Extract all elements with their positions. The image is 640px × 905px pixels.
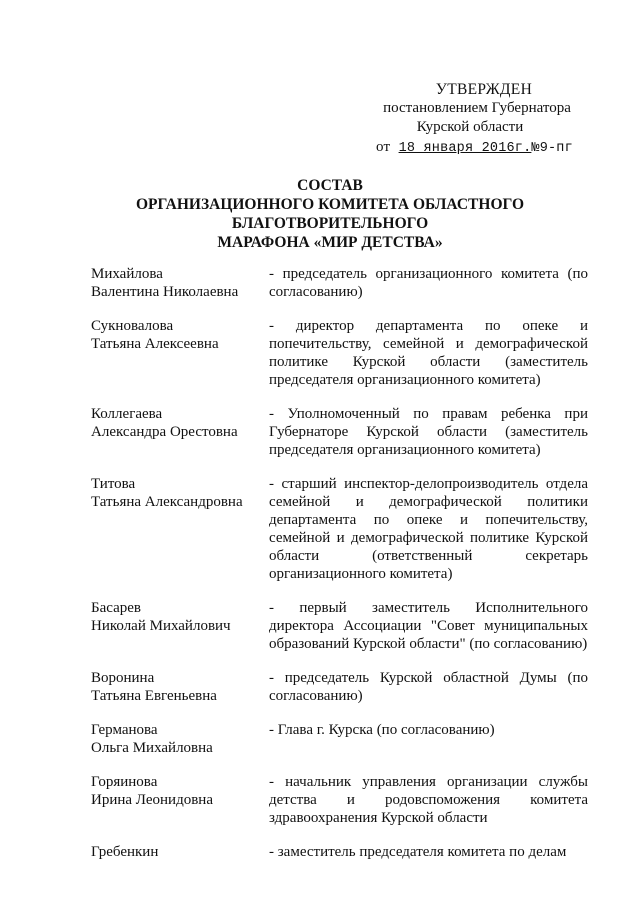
member-row [91,773,588,827]
member-role: - Уполномоченный по правам ребенка при Губернаторе Курской области (заместитель председателя организационного комитета) [269,406,588,458]
member-name [91,843,269,861]
member-given-names: Ирина Леонидовна [91,792,213,808]
member-given-names: Александра Орестовна [91,424,238,440]
title-line-2: ОРГАНИЗАЦИОННОГО КОМИТЕТА ОБЛАСТНОГО [135,196,525,213]
approved-by-text: постановлением Губернатора [383,100,571,116]
member-surname: Сукновалова [91,318,174,334]
member-row [91,843,588,861]
approval-number: №9-пг [531,141,573,156]
member-given-names: Николай Михайлович [91,618,231,634]
member-given-names: Татьяна Алексеевна [91,336,219,352]
approved-heading: УТВЕРЖДЕН [435,81,533,98]
member-row [91,475,588,583]
member-role: - председатель организационного комитета (по согласованию) [269,266,588,300]
title-line-3: БЛАГОТВОРИТЕЛЬНОГО [231,215,429,232]
member-name [91,317,269,389]
member-role: - старший инспектор-делопроизводитель отдела семейной и демографической политики департамента по опеке и попечительству, семейной и демографической политике Курской области (ответственный секретарь организационного комитета) [269,476,588,582]
member-given-names: Татьяна Александровна [91,494,243,510]
title-line-1: СОСТАВ [297,177,363,194]
member-row [91,405,588,459]
member-role: - первый заместитель Исполнительного директора Ассоциации "Совет муниципальных образований Курской области" (по согласованию) [269,600,588,652]
approval-stamp [360,80,590,158]
member-surname: Гребенкин [91,844,159,860]
member-row [91,599,588,653]
member-surname: Воронина [91,670,155,686]
member-role: - Глава г. Курска (по согласованию) [269,722,495,738]
approval-date: 18 января 2016г. [398,141,532,156]
title-line-4: МАРАФОНА «МИР ДЕТСТВА» [217,234,443,251]
member-role: - заместитель председателя комитета по делам [269,844,567,860]
member-given-names: Ольга Михайловна [91,740,213,756]
approval-date-line [376,138,590,158]
approved-region-text: Курской области [416,119,524,135]
member-row [91,669,588,705]
member-row [91,265,588,301]
member-name [91,773,269,827]
member-name [91,669,269,705]
member-name [91,599,269,653]
member-role: - председатель Курской областной Думы (по согласованию) [269,670,588,704]
member-row [91,721,588,757]
member-surname: Горяинова [91,774,158,790]
member-name [91,475,269,583]
member-surname: Титова [91,476,136,492]
committee-members-list [91,265,588,877]
member-name [91,405,269,459]
member-surname: Коллегаева [91,406,163,422]
member-surname: Михайлова [91,266,163,282]
member-role: - директор департамента по опеке и попечительству, семейной и демографической политике Курской области (заместитель председателя организационного комитета) [269,318,588,388]
member-name [91,265,269,301]
date-prefix: от [376,139,391,155]
member-row [91,317,588,389]
member-surname: Басарев [91,600,142,616]
member-given-names: Татьяна Евгеньевна [91,688,217,704]
member-name [91,721,269,757]
member-role: - начальник управления организации службы детства и родовспоможения комитета здравоохранения Курской области [269,774,588,826]
member-given-names: Валентина Николаевна [91,284,239,300]
document-title [80,176,580,252]
member-surname: Германова [91,722,158,738]
